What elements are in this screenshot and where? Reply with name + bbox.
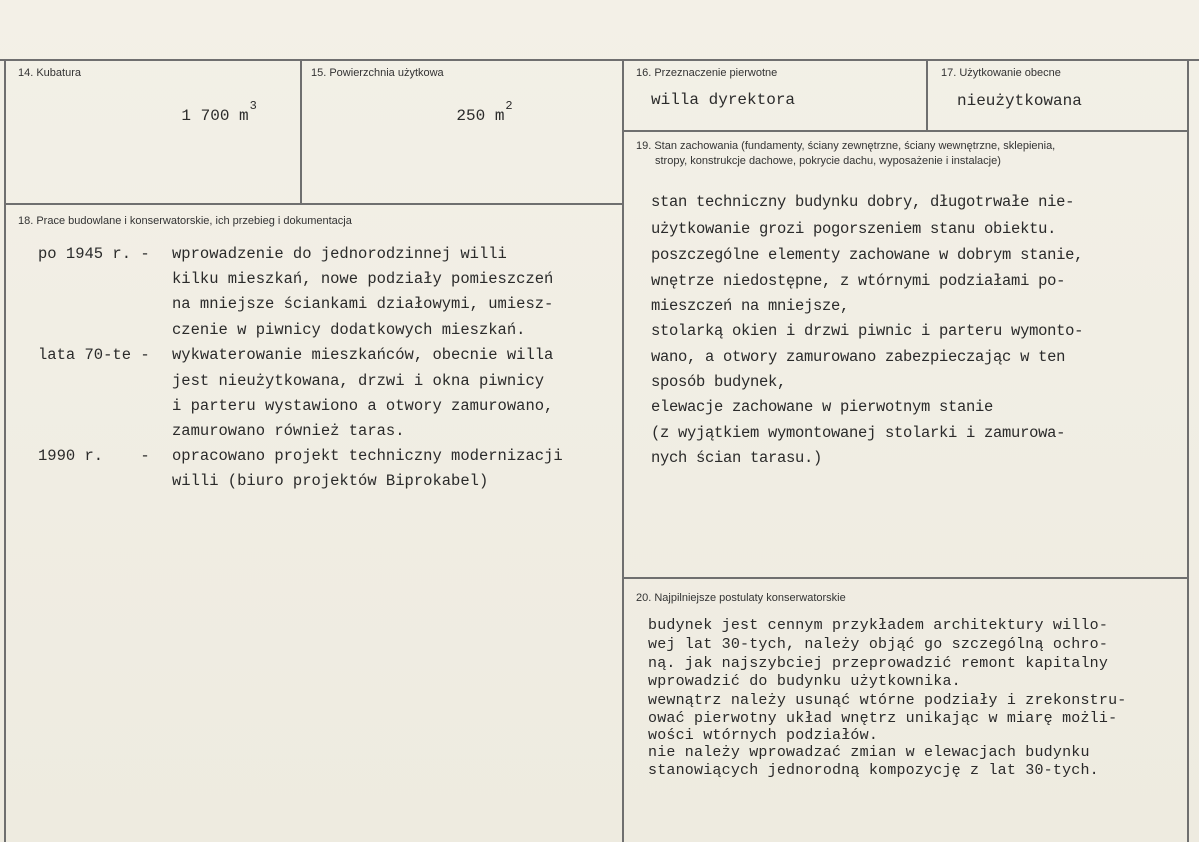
divider-row-14-18 — [4, 203, 623, 205]
divider-14-15 — [300, 59, 302, 204]
field-17-label: 17. Użytkowanie obecne — [941, 67, 1061, 79]
field-20-line: wewnątrz należy usunąć wtórne podziały i zrekonstru- — [648, 692, 1127, 709]
area-value: 250 m — [456, 107, 505, 125]
top-border-line — [0, 59, 1199, 61]
divider-16-17 — [926, 59, 928, 131]
field-19-line: elewacje zachowane w pierwotnym stanie — [651, 398, 994, 416]
left-border-line — [4, 59, 6, 842]
field-19-line: stolarką okien i drzwi piwnic i parteru wymonto- — [651, 322, 1084, 340]
field-18-date: 1990 r. - — [38, 447, 150, 465]
field-18-line: opracowano projekt techniczny modernizacji — [172, 447, 563, 465]
field-18-line: zamurowano również taras. — [172, 422, 405, 440]
field-20-line: nie należy wprowadzać zmian w elewacjach budynku — [648, 744, 1090, 761]
field-20-line: wości wtórnych podziałów. — [648, 727, 879, 744]
field-17-value: nieużytkowana — [957, 92, 1082, 110]
field-18-date: lata 70-te - — [38, 346, 150, 364]
divider-row-19-20 — [622, 577, 1188, 579]
field-20-line: ować pierwotny układ wnętrz unikając w miarę możli- — [648, 710, 1118, 727]
divider-row-16-19 — [622, 130, 1188, 132]
field-19-line: (z wyjątkiem wymontowanej stolarki i zamurowa- — [651, 424, 1066, 442]
kubatura-value: 1 700 m — [181, 107, 249, 125]
field-19-line: wano, a otwory zamurowano zabezpieczając w ten — [651, 348, 1066, 366]
field-20-line: wprowadzić do budynku użytkownika. — [648, 673, 961, 690]
field-16-label: 16. Przeznaczenie pierwotne — [636, 67, 778, 79]
field-19-line: poszczególne elementy zachowane w dobrym stanie, — [651, 246, 1084, 264]
field-19-line: wnętrze niedostępne, z wtórnymi podziałami po- — [651, 272, 1066, 290]
field-18-line: willi (biuro projektów Biprokabel) — [172, 472, 489, 490]
field-18-line: na mniejsze ściankami działowymi, umiesz- — [172, 295, 554, 313]
field-18-line: czenie w piwnicy dodatkowych mieszkań. — [172, 321, 526, 339]
field-18-line: wprowadzenie do jednorodzinnej willi — [172, 245, 507, 263]
area-unit-exponent: 2 — [505, 99, 513, 113]
field-20-line: stanowiących jednorodną kompozycję z lat 30-tych. — [648, 762, 1099, 779]
field-19-line: stan techniczny budynku dobry, długotrwałe nie- — [651, 193, 1075, 211]
field-14-label: 14. Kubatura — [18, 67, 81, 79]
field-20-line: ną. jak najszybciej przeprowadzić remont kapitalny — [648, 655, 1109, 672]
field-20-label: 20. Najpilniejsze postulaty konserwatorskie — [636, 592, 846, 604]
field-18-line: jest nieużytkowana, drzwi i okna piwnicy — [172, 372, 545, 390]
field-19-line: sposób budynek, — [651, 373, 787, 391]
field-20-line: wej lat 30-tych, należy objąć go szczególną ochro- — [648, 636, 1109, 653]
kubatura-unit-exponent: 3 — [249, 99, 257, 113]
field-14-value — [143, 89, 257, 143]
field-20-line: budynek jest cennym przykładem architektury willo- — [648, 617, 1109, 634]
field-18-label: 18. Prace budowlane i konserwatorskie, ich przebieg i dokumentacja — [18, 215, 352, 227]
field-19-line: mieszczeń na mniejsze, — [651, 297, 850, 315]
right-border-line — [1187, 59, 1189, 842]
field-19-label-line1: 19. Stan zachowania (fundamenty, ściany zewnętrzne, ściany wewnętrzne, sklepienia, — [636, 140, 1056, 152]
field-15-label: 15. Powierzchnia użytkowa — [311, 67, 444, 79]
divider-middle — [622, 59, 624, 842]
field-18-line: kilku mieszkań, nowe podziały pomieszczeń — [172, 270, 554, 288]
field-19-line: użytkowanie grozi pogorszeniem stanu obiektu. — [651, 220, 1057, 238]
field-18-date: po 1945 r. - — [38, 245, 150, 263]
field-15-value — [418, 89, 513, 143]
field-19-label-line2: stropy, konstrukcje dachowe, pokrycie dachu, wyposażenie i instalacje) — [655, 155, 1001, 167]
field-19-line: nych ścian tarasu.) — [651, 449, 823, 467]
field-18-line: i parteru wystawiono a otwory zamurowano, — [172, 397, 554, 415]
field-18-line: wykwaterowanie mieszkańców, obecnie willa — [172, 346, 554, 364]
field-16-value: willa dyrektora — [651, 91, 796, 109]
